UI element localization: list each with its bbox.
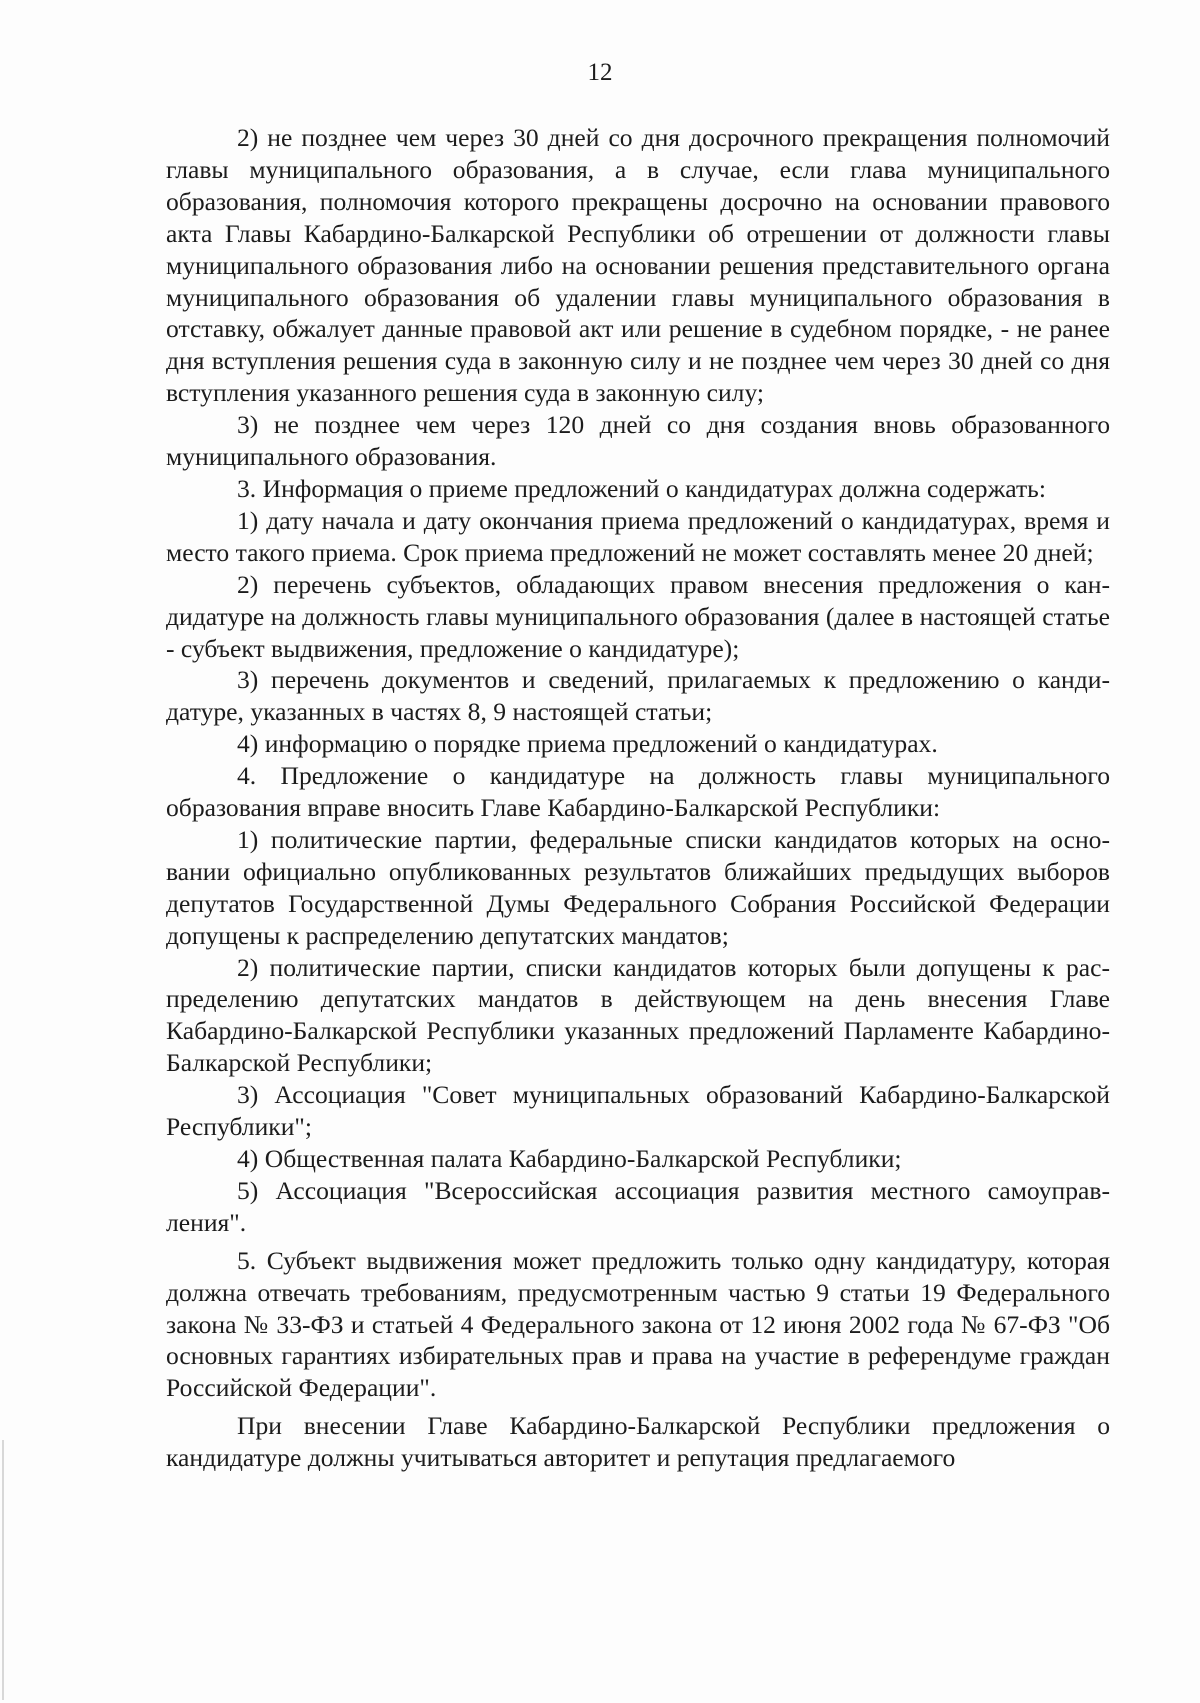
paragraph-part-4: 4. Предложение о кандидатуре на должность главы муниципального образования вправе вносить Главе Кабардино-Балкарской Республики:: [166, 761, 1110, 823]
paragraph-part-3-item-1: 1) дату начала и дату окончания приема предложений о кандидатурах, время и место такого приема. Срок приема предложений не может составлять менее 20 дней;: [166, 505, 1110, 567]
paragraph-part-4-item-4: 4) Общественная палата Кабардино-Балкарской Республики;: [237, 1144, 902, 1173]
paragraph-part-4-item-3: 3) Ассоциация "Совет муниципальных образований Кабардино-Балкарской Республики";: [166, 1080, 1110, 1142]
scan-edge-line: [2, 1440, 4, 1700]
document-body: [166, 122, 1110, 1474]
paragraph-part-4-item-5: 5) Ассоциация "Всероссийская ассоциация развития местного самоуправления".: [166, 1175, 1110, 1237]
paragraph-part-3-item-4: 4) информацию о порядке приема предложений о кандидатурах.: [237, 729, 938, 759]
page-number: 12: [587, 59, 613, 86]
paragraph-closing: При внесении Главе Кабардино-Балкарской Республики предложения о кандидатуре должны учитываться авторитет и репутация предлагаемого: [166, 1411, 1110, 1473]
paragraph-part-4-item-1: 1) политические партии, федеральные списки кандидатов которых на основании официально опубликованных результатов ближайших предыдущих выборов депутатов Государственной Думы Федерального Собрания Российской Федерации допущены к распределению депутатских мандатов;: [166, 824, 1110, 950]
paragraph-item-2: 2) не позднее чем через 30 дней со дня досрочного прекращения полномочий главы муниципального образования, а в случае, если глава муниципального образования, полномочия которого прекращены досрочно на основании правового акта Главы Кабардино-Балкарской Республики об отрешении от должности главы муниципального образования либо на основании решения представительного органа муниципального образования об удалении главы муниципального образования в отставку, обжалует данные правовой акт или решение в судебном порядке, - не ранее дня вступления решения суда в законную силу и не позднее чем через 30 дней со дня вступления указанного решения суда в законную силу;: [166, 123, 1110, 408]
paragraph-part-4-item-2: 2) политические партии, списки кандидатов которых были допущены к распределению депутатских мандатов в действующем на день внесения Главе Кабардино-Балкарской Республики указанных предложений Парламенте Кабардино-Балкарской Республики;: [166, 952, 1110, 1078]
paragraph-part-3-item-2: 2) перечень субъектов, обладающих правом внесения предложения о кандидатуре на должность главы муниципального образования (далее в настоящей статье - субъект выдвижения, предложение о кандидатуре);: [166, 569, 1110, 663]
paragraph-item-3: 3) не позднее чем через 120 дней со дня создания вновь образованного муниципального образования.: [166, 410, 1110, 472]
paragraph-part-3: 3. Информация о приеме предложений о кандидатурах должна содержать:: [237, 473, 1046, 503]
paragraph-part-3-item-3: 3) перечень документов и сведений, прилагаемых к предложению о кандидатуре, указанных в частях 8, 9 настоящей статьи;: [166, 665, 1110, 727]
paragraph-part-5: 5. Субъект выдвижения может предложить только одну кандидатуру, которая должна отвечать требованиям, предусмотренным частью 9 статьи 19 Федерального закона № 33-ФЗ и статьей 4 Федерального закона от 12 июня 2002 года № 67-ФЗ "Об основных гарантиях избирательных прав и права на участие в референдуме граждан Российской Федерации".: [166, 1245, 1110, 1403]
